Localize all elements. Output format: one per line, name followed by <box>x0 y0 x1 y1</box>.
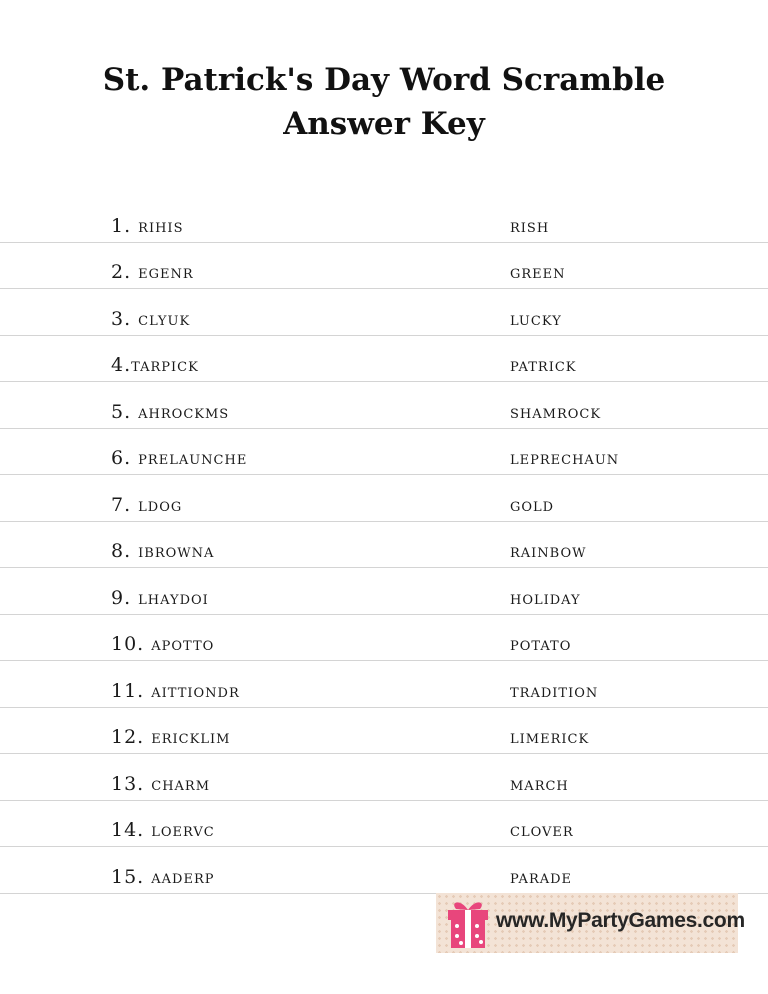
scrambled-word: 13. charm <box>111 772 211 795</box>
answer-word: gold <box>510 493 555 516</box>
site-logo[interactable] <box>436 893 745 953</box>
scrambled-word: 3. clyuk <box>111 307 191 330</box>
scrambled-word: 14. loervc <box>111 819 215 841</box>
page-title <box>0 58 768 146</box>
title-line-1: St. Patrick's Day Word Scramble <box>102 62 666 98</box>
answer-row <box>0 243 768 290</box>
answer-word: march <box>510 772 569 795</box>
answer-word: tradition <box>510 679 599 702</box>
answer-row <box>0 708 768 755</box>
answer-row <box>0 801 768 848</box>
title-line-2: Answer Key <box>283 106 485 142</box>
scrambled-word: 15. aaderp <box>111 865 215 888</box>
answer-word: green <box>510 261 566 283</box>
answer-row <box>0 522 768 569</box>
answer-row <box>0 336 768 383</box>
scrambled-word: 8. ibrowna <box>111 540 215 562</box>
answer-word: rish <box>510 214 550 237</box>
answer-word: parade <box>510 865 573 888</box>
answer-word: patrick <box>510 354 577 376</box>
gift-box-icon <box>444 896 492 950</box>
answer-word: potato <box>510 633 572 655</box>
answer-word: clover <box>510 819 574 841</box>
answer-word: rainbow <box>510 540 587 562</box>
scrambled-word: 11. aittiondr <box>111 679 240 702</box>
scrambled-word: 5. ahrockms <box>111 400 230 423</box>
answer-word: limerick <box>510 726 590 748</box>
scrambled-word: 2. egenr <box>111 261 194 283</box>
scrambled-word: 10. apotto <box>111 633 215 655</box>
answer-row <box>0 661 768 708</box>
answer-word: shamrock <box>510 400 602 423</box>
answer-word: lucky <box>510 307 562 330</box>
scrambled-word: 12. ericklim <box>111 726 231 748</box>
answer-row <box>0 382 768 429</box>
answer-word: holiday <box>510 586 581 609</box>
scrambled-word: 6. prelaunche <box>111 447 248 469</box>
answer-row <box>0 754 768 801</box>
answer-list <box>0 196 768 894</box>
scrambled-word: 1. rihis <box>111 214 184 237</box>
answer-row <box>0 847 768 894</box>
scrambled-word: 4.tarpick <box>111 354 199 376</box>
answer-row <box>0 615 768 662</box>
site-url: www.MyPartyGames.com <box>496 909 745 932</box>
answer-row <box>0 429 768 476</box>
answer-row <box>0 289 768 336</box>
answer-row <box>0 475 768 522</box>
answer-row <box>0 196 768 243</box>
answer-row <box>0 568 768 615</box>
scrambled-word: 7. ldog <box>111 493 183 516</box>
scrambled-word: 9. lhaydoi <box>111 586 209 609</box>
answer-word: leprechaun <box>510 447 620 469</box>
